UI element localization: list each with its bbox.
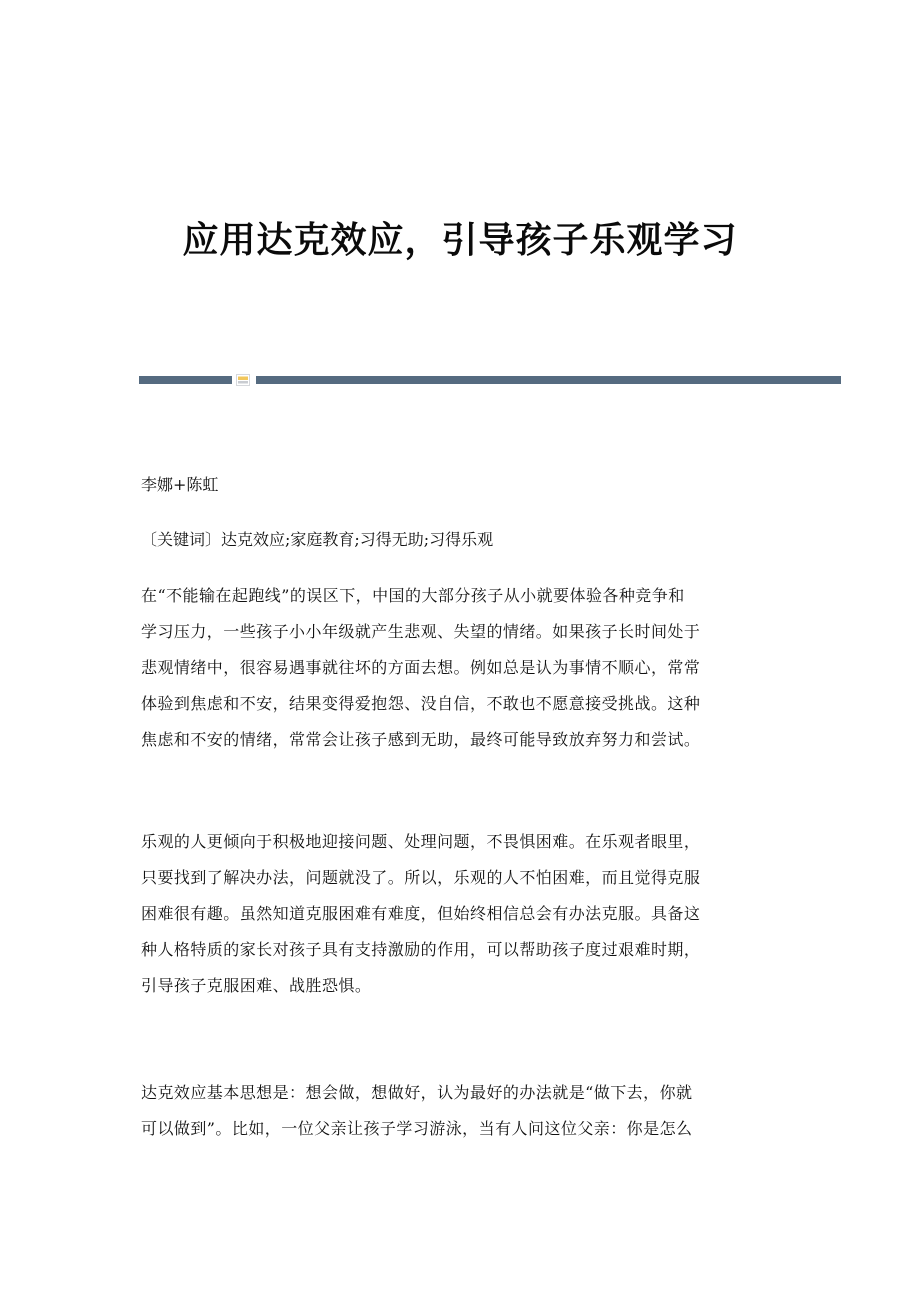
paragraph-2: [141, 824, 781, 1004]
paragraph-line: 可以做到”。比如，一位父亲让孩子学习游泳，当有人问这位父亲：你是怎么: [141, 1119, 693, 1138]
author-line: 李娜+陈虹: [141, 475, 219, 494]
divider-bar-right: [256, 376, 841, 384]
paragraph-1: [141, 578, 781, 758]
paragraph-3: [141, 1075, 781, 1147]
paragraph-line: 焦虑和不安的情绪，常常会让孩子感到无助，最终可能导致放弃努力和尝试。: [141, 730, 701, 749]
paragraph-line: 乐观的人更倾向于积极地迎接问题、处理问题，不畏惧困难。在乐观者眼里，: [141, 832, 701, 851]
paragraph-line: 在“不能输在起跑线”的误区下，中国的大部分孩子从小就要体验各种竞争和: [141, 586, 685, 605]
paragraph-line: 体验到焦虑和不安，结果变得爱抱怨、没自信，不敢也不愿意接受挑战。这种: [141, 694, 701, 713]
paragraph-line: 种人格特质的家长对孩子具有支持激励的作用，可以帮助孩子度过艰难时期，: [141, 940, 701, 959]
paragraph-line: 学习压力，一些孩子小小年级就产生悲观、失望的情绪。如果孩子长时间处于: [141, 622, 701, 641]
document-title: 应用达克效应，引导孩子乐观学习: [182, 219, 738, 261]
paragraph-line: 困难很有趣。虽然知道克服困难有难度，但始终相信总会有办法克服。具备这: [141, 904, 701, 923]
paragraph-line: 悲观情绪中，很容易遇事就往坏的方面去想。例如总是认为事情不顺心，常常: [141, 658, 701, 677]
paragraph-line: 只要找到了解决办法，问题就没了。所以，乐观的人不怕困难，而且觉得克服: [141, 868, 701, 887]
title-divider: [139, 374, 841, 386]
divider-ornament-icon: [236, 374, 250, 386]
divider-bar-left: [139, 376, 232, 384]
paragraph-line: 引导孩子克服困难、战胜恐惧。: [141, 976, 372, 995]
keywords-line: 〔关键词〕达克效应;家庭教育;习得无助;习得乐观: [141, 530, 494, 549]
paragraph-line: 达克效应基本思想是：想会做，想做好，认为最好的办法就是“做下去，你就: [141, 1083, 693, 1102]
